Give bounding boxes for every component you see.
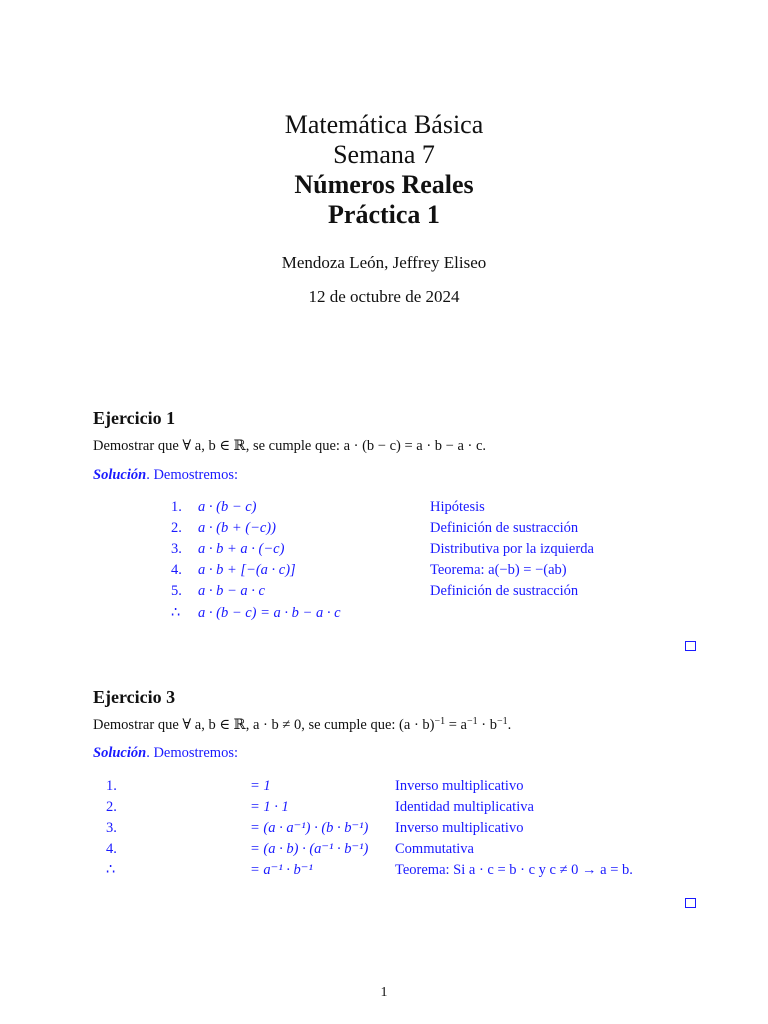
- topic-title: Números Reales: [294, 170, 474, 199]
- step-expression: a · b − a · c: [198, 583, 265, 599]
- statement-part: = a: [445, 717, 467, 733]
- statement-part: Demostrar que ∀ a, b ∈ ℝ, a · b ≠ 0, se cumple que: (a · b): [93, 717, 435, 733]
- statement-part: · b: [477, 717, 497, 733]
- week-title: Semana 7: [333, 140, 435, 169]
- date: 12 de octubre de 2024: [308, 287, 460, 306]
- exercise-3-steps: [0, 776, 768, 886]
- step-number: 4.: [106, 841, 117, 857]
- therefore-symbol: ∴: [171, 605, 181, 621]
- step-rhs: = a⁻¹ · b⁻¹: [250, 862, 313, 878]
- step-reason: Hipótesis: [430, 499, 485, 515]
- step-rhs: = (a · b) · (a⁻¹ · b⁻¹): [250, 841, 369, 857]
- qed-icon: [685, 641, 696, 651]
- step-number: 1.: [171, 499, 182, 515]
- exercise-3-solution-label: [93, 745, 238, 762]
- exercise-3-heading: Ejercicio 3: [93, 687, 176, 707]
- step-reason: Definición de sustracción: [430, 520, 579, 536]
- step-reason: Definición de sustracción: [430, 583, 579, 599]
- step-reason: Identidad multiplicativa: [395, 799, 534, 815]
- solution-intro: . Demostremos:: [146, 745, 239, 761]
- step-number: 3.: [106, 820, 117, 836]
- step-rhs: = 1 · 1: [250, 799, 289, 815]
- step-number: 2.: [106, 799, 117, 815]
- step-number: 5.: [171, 583, 182, 599]
- step-reason: Teorema: Si a · c = b · c y c ≠ 0 → a = b.: [395, 862, 633, 878]
- superscript: −1: [467, 716, 478, 727]
- solution-label: Solución: [93, 745, 147, 761]
- qed-icon: [685, 898, 696, 908]
- statement-part: .: [507, 717, 512, 733]
- step-expression: a · (b − c) = a · b − a · c: [198, 605, 341, 621]
- author: Mendoza León, Jeffrey Eliseo: [281, 253, 487, 272]
- step-reason: Teorema: a(−b) = −(ab): [430, 562, 567, 578]
- step-number: 4.: [171, 562, 182, 578]
- exercise-3-statement: [93, 717, 511, 734]
- step-number: 2.: [171, 520, 182, 536]
- step-expression: a · b + a · (−c): [198, 541, 285, 557]
- course-title: Matemática Básica: [284, 110, 484, 139]
- step-reason: Inverso multiplicativo: [395, 778, 524, 794]
- page-number: 1: [380, 985, 388, 1000]
- step-expression: a · (b − c): [198, 499, 257, 515]
- step-expression: a · b + [−(a · c)]: [198, 562, 296, 578]
- step-reason: Inverso multiplicativo: [395, 820, 524, 836]
- step-reason: Commutativa: [395, 841, 474, 857]
- therefore-symbol: ∴: [106, 862, 116, 878]
- exercise-1-heading: Ejercicio 1: [93, 408, 176, 428]
- exercise-1-steps: [0, 497, 768, 627]
- step-number: 1.: [106, 778, 117, 794]
- step-number: 3.: [171, 541, 182, 557]
- practice-title: Práctica 1: [328, 200, 440, 229]
- exercise-1-statement: Demostrar que ∀ a, b ∈ ℝ, se cumple que: a · (b − c) = a · b − a · c.: [93, 438, 487, 454]
- step-expression: a · (b + (−c)): [198, 520, 276, 536]
- solution-intro: . Demostremos:: [146, 467, 239, 483]
- solution-label: Solución: [93, 467, 147, 483]
- superscript: −1: [434, 716, 446, 727]
- exercise-1-solution-label: [93, 467, 238, 484]
- step-rhs: = 1: [250, 778, 271, 794]
- superscript: −1: [496, 716, 508, 727]
- step-rhs: = (a · a⁻¹) · (b · b⁻¹): [250, 820, 369, 836]
- step-reason: Distributiva por la izquierda: [430, 541, 594, 557]
